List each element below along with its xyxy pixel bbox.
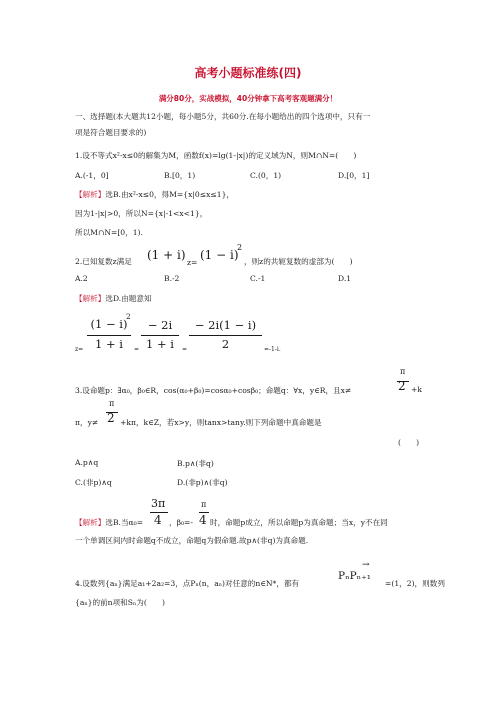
section-instructions-line2: 项是符合题目要求的)	[75, 128, 147, 137]
q4-line1a: 4.设数列{aₙ}满足a₁+2a₂=3，点Pₙ(n，aₙ)对任意的n∈N*，都有	[75, 579, 300, 588]
q3-k1: +k	[411, 385, 422, 394]
q2-frac2-bar	[141, 335, 179, 336]
q3-pi-1: π	[400, 367, 406, 376]
page-subtitle: 满分80分，实战模拟，40分钟拿下高考客观题满分！	[158, 94, 338, 103]
q2-rhs-exponent: 2	[237, 243, 243, 252]
q2-frac1-exponent: 2	[126, 312, 131, 321]
q2-solution-intro	[75, 293, 152, 304]
q1-option-a: A.(-1，0]	[75, 171, 109, 180]
q2-frac2-numerator: − 2i	[147, 318, 173, 332]
q2-rhs: (1 − i)	[200, 248, 239, 262]
q4-line2: {aₙ}的前n项和Sₙ为( )	[75, 598, 165, 607]
q2-stem-pre: 2.已知复数z满足	[75, 257, 132, 266]
q2-option-b: B.-2	[164, 274, 180, 283]
q2-eq2: =	[134, 346, 140, 353]
q1-option-b: B.[0，1)	[164, 171, 196, 180]
q2-analysis-tag: 【解析】	[75, 294, 106, 303]
q4-vector-arrow: →	[362, 560, 370, 570]
q3-two-2: 2	[107, 411, 115, 425]
q4-line1b: =(1，2)，则数列	[385, 579, 445, 588]
q3-answer-paren: ( )	[398, 438, 420, 447]
q3-option-d: D.(非p)∧(非q)	[177, 478, 228, 487]
q1-solution-line3: 所以M∩N=[0，1).	[75, 228, 143, 237]
q2-option-a: A.2	[75, 274, 88, 283]
q3-analysis-tag: 【解析】	[75, 518, 106, 527]
q2-lhs: (1 + i)	[147, 248, 186, 262]
q1-analysis-tag: 【解析】	[75, 190, 106, 199]
q3-sol-four-2: 4	[199, 513, 207, 527]
q3-two-1: 2	[398, 379, 406, 393]
q2-solution-text: 选D.由题意知	[105, 294, 152, 303]
q1-option-d: D.[0，1]	[338, 171, 370, 180]
page-title: 高考小题标准练(四)	[194, 66, 302, 80]
q2-stem-post: ，则z的共轭复数的虚部为( )	[244, 257, 353, 266]
q2-option-c: C.-1	[250, 274, 266, 283]
q3-solution-text-c: 时，命题p成立，所以命题p为真命题；当x，y不在同	[210, 518, 388, 527]
q3-solution-line2: 一个单调区间内时命题q不成立，命题q为假命题.故p∧(非q)为真命题.	[75, 536, 309, 545]
q3-line2b: +kπ，k∈Z，若x>y，则tanx>tany.则下列命题中真命题是	[120, 418, 322, 427]
q1-solution-line1	[75, 189, 234, 200]
q2-frac2-denominator: 1 + i	[146, 337, 174, 351]
q2-frac3-denominator: 2	[221, 337, 230, 351]
q1-solution-line2: 因为1-|x|>0，所以N={x|-1<x<1}，	[75, 209, 208, 218]
q3-option-b: B.p∧(非q)	[177, 459, 214, 468]
q3-option-c: C.(非p)∧q	[75, 478, 112, 487]
q2-z-equals: z=	[75, 346, 84, 353]
q3-solution-text-a: 选B.当α₀=	[105, 518, 144, 527]
q2-frac1-denominator: 1 + i	[95, 337, 123, 351]
q2-frac1-numerator: (1 − i)	[90, 317, 128, 331]
q2-frac3-bar	[189, 335, 262, 336]
q2-frac3-numerator: − 2i(1 − i)	[194, 318, 257, 332]
q1-solution-text1: 选B.由x²-x≤0，得M={x|0≤x≤1}，	[105, 190, 235, 199]
q2-option-d: D.1	[338, 274, 352, 283]
q1-stem: 1.设不等式x²-x≤0的解集为M，函数f(x)=lg(1-|x|)的定义域为N，则M∩N=( )	[75, 151, 357, 160]
q3-pi-2: π	[109, 399, 115, 408]
q2-result: =-1-i.	[264, 346, 281, 353]
q3-solution-text-b: ，β₀=-	[169, 518, 193, 527]
section-instructions-line1: 一、选择题(本大题共12小题，每小题5分，共60分.在每小题给出的四个选项中，只有一	[75, 112, 371, 121]
q3-solution-line1a	[75, 517, 143, 528]
q3-line1: 3.设命题p：∃α₀，β₀∈R，cos(α₀+β₀)=cosα₀+cosβ₀；命题q：∀x，y∈R，且x≠	[75, 386, 352, 395]
q3-sol-four-1: 4	[154, 513, 162, 527]
q2-eq3: =	[182, 346, 188, 353]
q1-option-c: C.(0，1)	[250, 171, 282, 180]
q3-line2a: π，y≠	[75, 418, 99, 427]
q2-mid: z=	[187, 258, 198, 267]
q4-vector: PₙPₙ₊₁	[338, 570, 371, 582]
q2-frac1-bar	[87, 335, 131, 336]
q3-sol-pi: π	[201, 500, 207, 509]
q3-option-a: A.p∧q	[75, 458, 99, 467]
q3-sol-3pi: 3π	[151, 497, 166, 510]
